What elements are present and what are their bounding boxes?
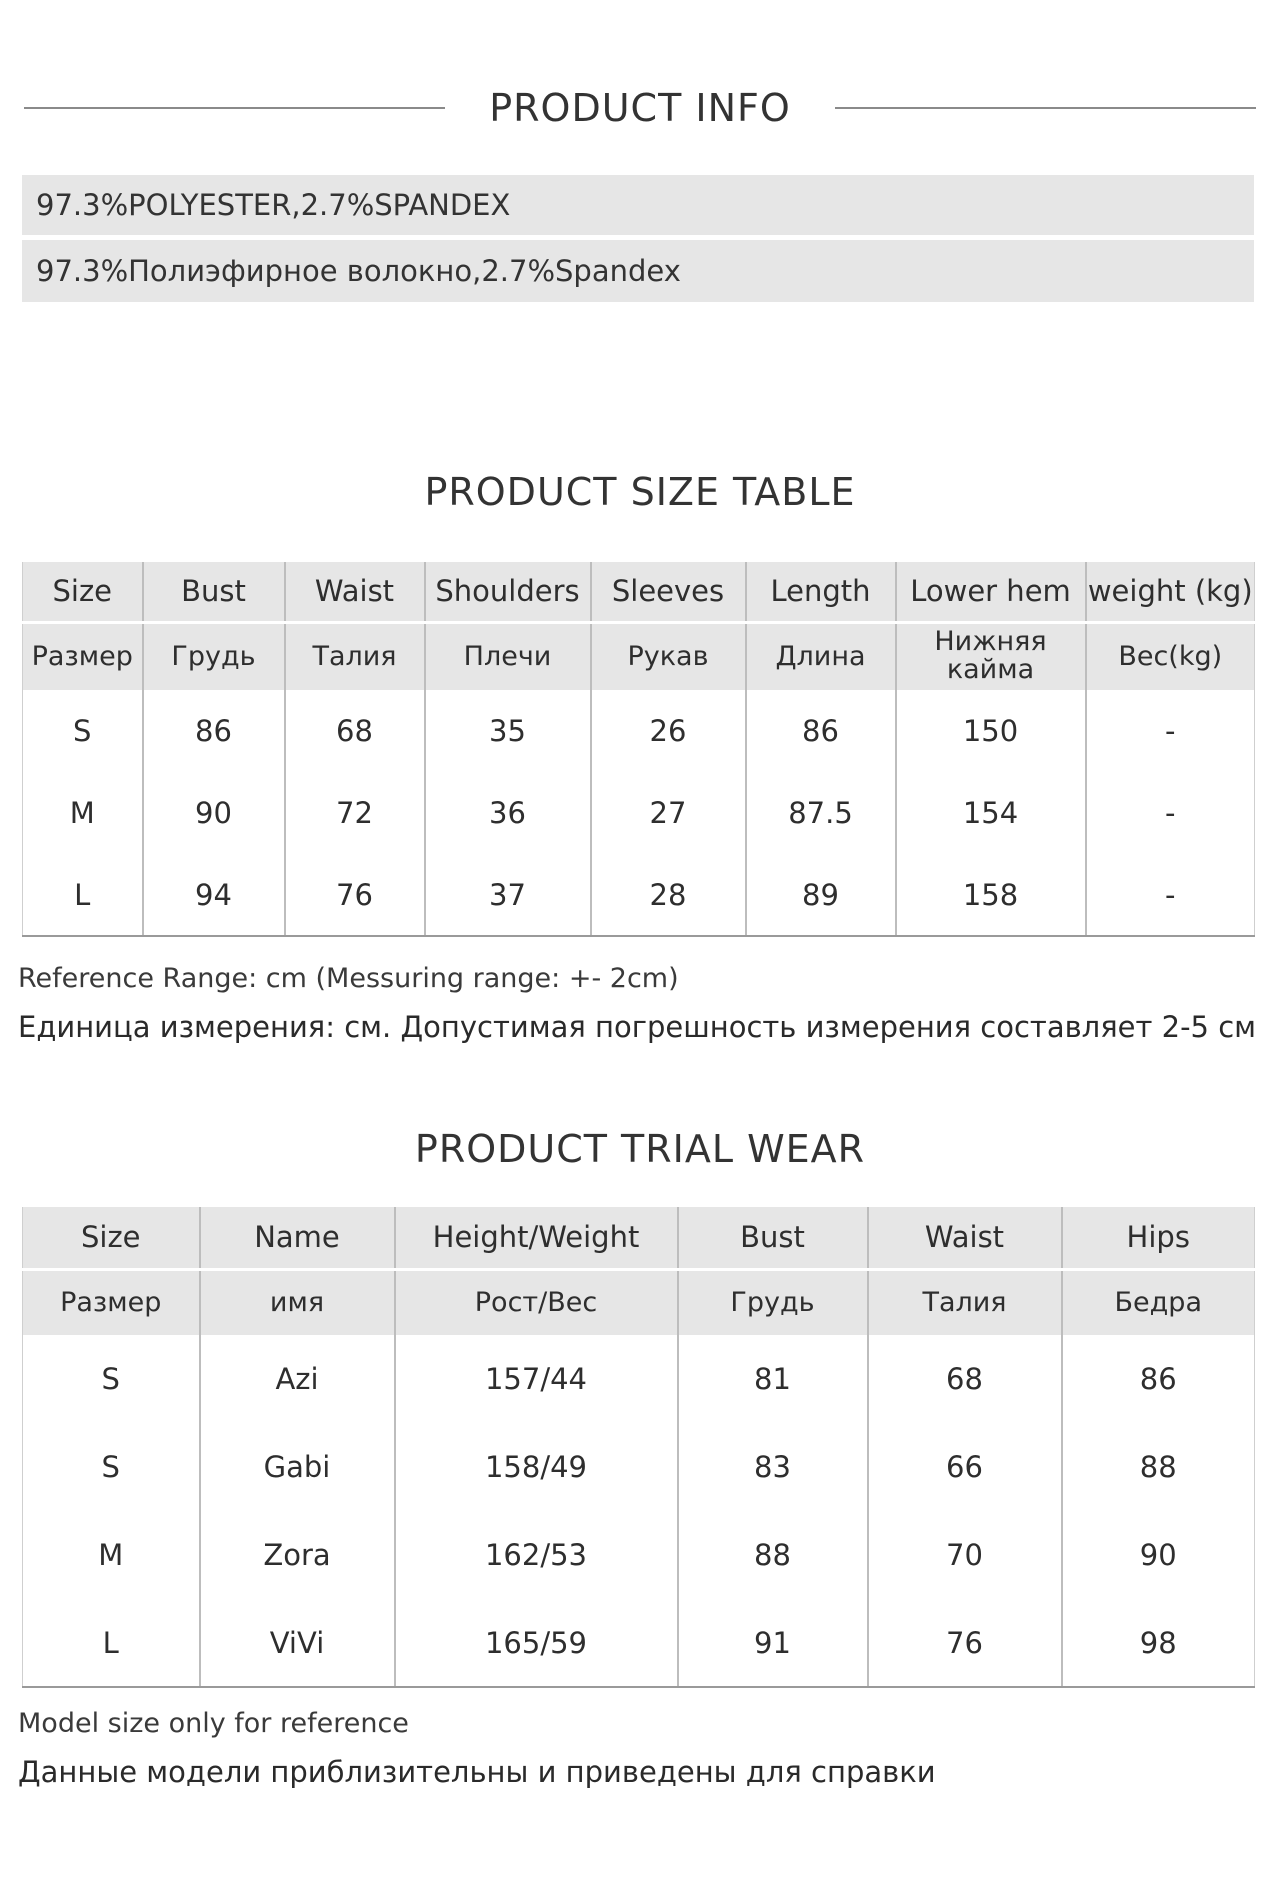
subheader-cell: Рукав	[591, 622, 746, 690]
subheader-cell: Плечи	[425, 622, 591, 690]
table-cell: 76	[285, 854, 425, 936]
table-cell: 94	[143, 854, 285, 936]
table-cell: L	[23, 1599, 200, 1687]
table-cell: S	[23, 1423, 200, 1511]
table-row	[23, 1423, 1255, 1511]
table-cell: 162/53	[395, 1511, 678, 1599]
table-cell: 72	[285, 772, 425, 854]
header-cell: Bust	[678, 1207, 868, 1269]
header-cell: Name	[200, 1207, 395, 1269]
table-cell: 70	[868, 1511, 1062, 1599]
table-row	[23, 1511, 1255, 1599]
table-cell: 88	[678, 1511, 868, 1599]
header-cell: Shoulders	[425, 562, 591, 622]
table-cell: 157/44	[395, 1335, 678, 1423]
table-cell: -	[1086, 854, 1255, 936]
table-row	[23, 1335, 1255, 1423]
table-cell: Zora	[200, 1511, 395, 1599]
subheader-cell	[896, 622, 1086, 690]
header-cell: Length	[746, 562, 896, 622]
subheader-cell: Грудь	[143, 622, 285, 690]
table-cell: 90	[143, 772, 285, 854]
subheader-cell: Размер	[23, 1269, 200, 1335]
material-en: 97.3%POLYESTER,2.7%SPANDEX	[22, 175, 1254, 235]
trial-note-ru: Данные модели приблизительны и приведены для справки	[18, 1755, 936, 1789]
product-info-title: PRODUCT INFO	[489, 86, 791, 130]
table-cell: 83	[678, 1423, 868, 1511]
subheader-cell: Вес(kg)	[1086, 622, 1255, 690]
trial-wear-title: PRODUCT TRIAL WEAR	[414, 1127, 866, 1171]
table-cell: 86	[1062, 1335, 1255, 1423]
header-cell: Waist	[868, 1207, 1062, 1269]
table-cell: 158	[896, 854, 1086, 936]
table-cell: 76	[868, 1599, 1062, 1687]
table-cell: 68	[285, 690, 425, 772]
table-row	[23, 772, 1255, 854]
table-cell: 28	[591, 854, 746, 936]
table-cell: L	[23, 854, 143, 936]
table-cell: 158/49	[395, 1423, 678, 1511]
table-row	[23, 690, 1255, 772]
table-cell: 165/59	[395, 1599, 678, 1687]
size-table	[22, 562, 1255, 937]
header-cell: Height/Weight	[395, 1207, 678, 1269]
right-divider	[835, 107, 1256, 109]
lower-hem-label: Нижняя кайма	[934, 626, 1047, 686]
table-cell: 37	[425, 854, 591, 936]
trial-note-en: Model size only for reference	[18, 1708, 409, 1739]
table-cell: ViVi	[200, 1599, 395, 1687]
subheader-cell: Бедра	[1062, 1269, 1255, 1335]
left-divider	[24, 107, 445, 109]
table-row	[23, 1599, 1255, 1687]
table-cell: 81	[678, 1335, 868, 1423]
table-cell: 88	[1062, 1423, 1255, 1511]
trial-header-row	[23, 1207, 1255, 1269]
subheader-cell: Рост/Вес	[395, 1269, 678, 1335]
header-cell: Waist	[285, 562, 425, 622]
header-cell: Lower hem	[896, 562, 1086, 622]
table-cell: 86	[746, 690, 896, 772]
table-cell: 26	[591, 690, 746, 772]
table-cell: S	[23, 1335, 200, 1423]
table-cell: 150	[896, 690, 1086, 772]
table-cell: S	[23, 690, 143, 772]
product-info-header	[24, 80, 1256, 136]
subheader-cell: Талия	[868, 1269, 1062, 1335]
table-cell: -	[1086, 772, 1255, 854]
header-cell: Bust	[143, 562, 285, 622]
trial-subheader-row	[23, 1269, 1255, 1335]
subheader-cell: Размер	[23, 622, 143, 690]
table-cell: 66	[868, 1423, 1062, 1511]
table-cell: 90	[1062, 1511, 1255, 1599]
table-cell: Azi	[200, 1335, 395, 1423]
table-cell: 68	[868, 1335, 1062, 1423]
size-subheader-row	[23, 622, 1255, 690]
table-cell: M	[23, 772, 143, 854]
table-cell: 87.5	[746, 772, 896, 854]
material-ru: 97.3%Полиэфирное волокно,2.7%Spandex	[22, 240, 1254, 302]
header-cell: Hips	[1062, 1207, 1255, 1269]
table-cell: 35	[425, 690, 591, 772]
table-cell: Gabi	[200, 1423, 395, 1511]
table-cell: 89	[746, 854, 896, 936]
table-cell: M	[23, 1511, 200, 1599]
subheader-cell: Грудь	[678, 1269, 868, 1335]
table-cell: -	[1086, 690, 1255, 772]
table-cell: 86	[143, 690, 285, 772]
table-cell: 98	[1062, 1599, 1255, 1687]
subheader-cell: имя	[200, 1269, 395, 1335]
table-cell: 154	[896, 772, 1086, 854]
header-cell: Size	[23, 562, 143, 622]
subheader-cell: Длина	[746, 622, 896, 690]
size-note-ru: Единица измерения: см. Допустимая погрешность измерения составляет 2-5 см	[18, 1010, 1257, 1044]
header-cell: Size	[23, 1207, 200, 1269]
table-cell: 36	[425, 772, 591, 854]
trial-wear-table	[22, 1207, 1255, 1688]
header-cell: weight (kg)	[1086, 562, 1255, 622]
subheader-cell: Талия	[285, 622, 425, 690]
table-row	[23, 854, 1255, 936]
size-header-row	[23, 562, 1255, 622]
size-table-title: PRODUCT SIZE TABLE	[424, 470, 856, 514]
header-cell: Sleeves	[591, 562, 746, 622]
table-cell: 27	[591, 772, 746, 854]
size-note-en: Reference Range: cm (Messuring range: +- 2cm)	[18, 963, 679, 994]
table-cell: 91	[678, 1599, 868, 1687]
